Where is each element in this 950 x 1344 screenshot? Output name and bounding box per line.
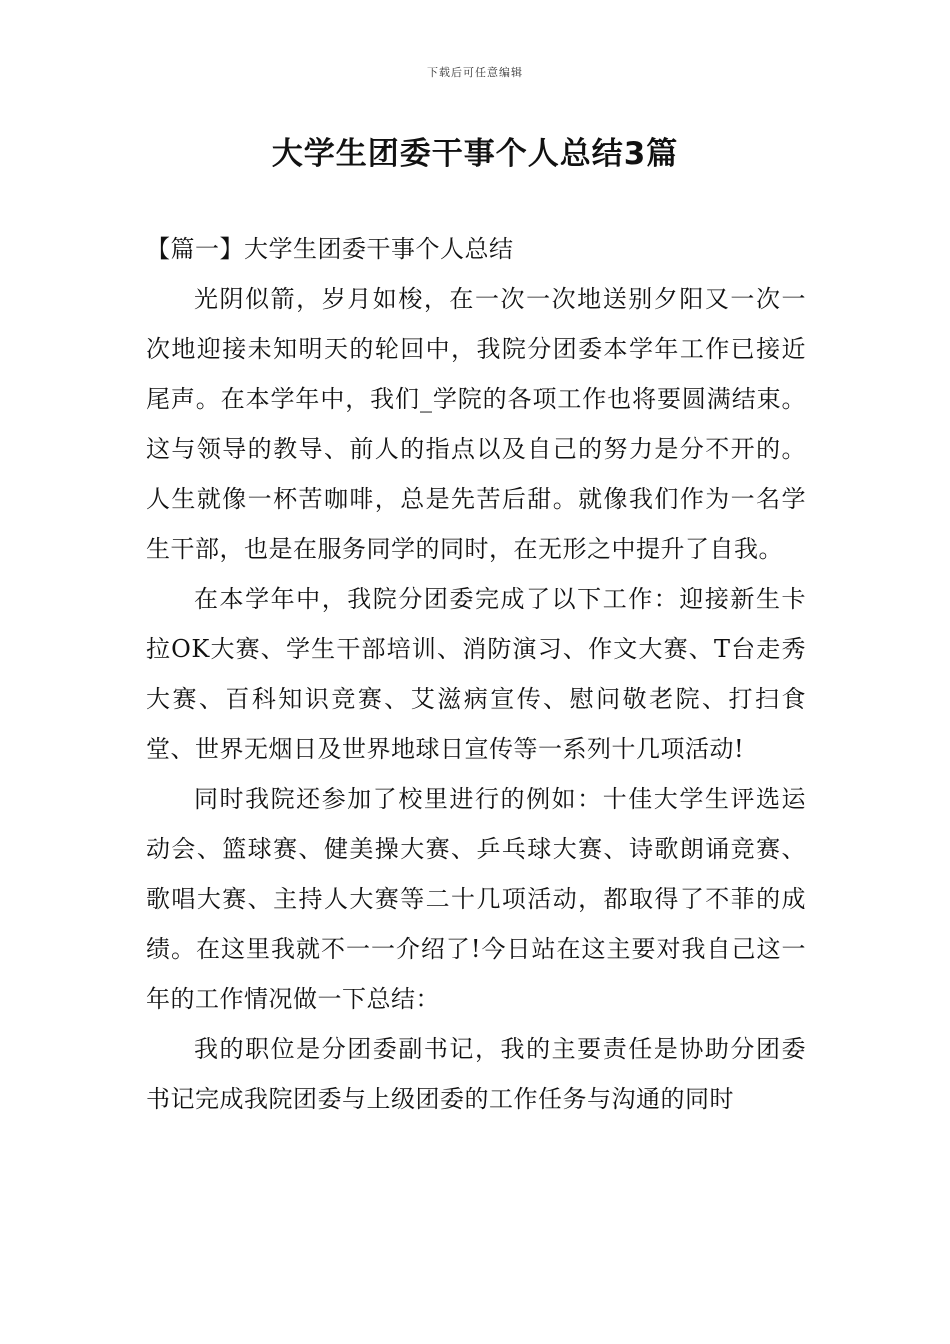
paragraph: 同时我院还参加了校里进行的例如：十佳大学生评选运动会、篮球赛、健美操大赛、乒乓球大赛、诗歌朗诵竞赛、歌唱大赛、主持人大赛等二十几项活动，都取得了不菲的成绩。在这里我就不一一介绍了!今日站在这主要对我自己这一年的工作情况做一下总结： — [146, 785, 806, 1013]
document-title: 大学生团委干事个人总结3篇 — [271, 136, 679, 172]
document-body — [146, 224, 806, 1124]
paragraph: 光阴似箭，岁月如梭，在一次一次地送别夕阳又一次一次地迎接未知明天的轮回中，我院分团委本学年工作已接近尾声。在本学年中，我们_学院的各项工作也将要圆满结束。这与领导的教导、前人的指点以及自己的努力是分不开的。人生就像一杯苦咖啡，总是先苦后甜。就像我们作为一名学生干部，也是在服务同学的同时，在无形之中提升了自我。 — [146, 285, 806, 563]
paragraph: 我的职位是分团委副书记，我的主要责任是协助分团委书记完成我院团委与上级团委的工作任务与沟通的同时 — [146, 1035, 806, 1113]
header-note: 下载后可任意编辑 — [427, 66, 523, 79]
paragraph: 在本学年中，我院分团委完成了以下工作：迎接新生卡拉OK大赛、学生干部培训、消防演习、作文大赛、T台走秀大赛、百科知识竞赛、艾滋病宣传、慰问敬老院、打扫食堂、世界无烟日及世界地球日宣传等一系列十几项活动! — [146, 585, 806, 763]
section-heading: 【篇一】大学生团委干事个人总结 — [146, 235, 514, 263]
